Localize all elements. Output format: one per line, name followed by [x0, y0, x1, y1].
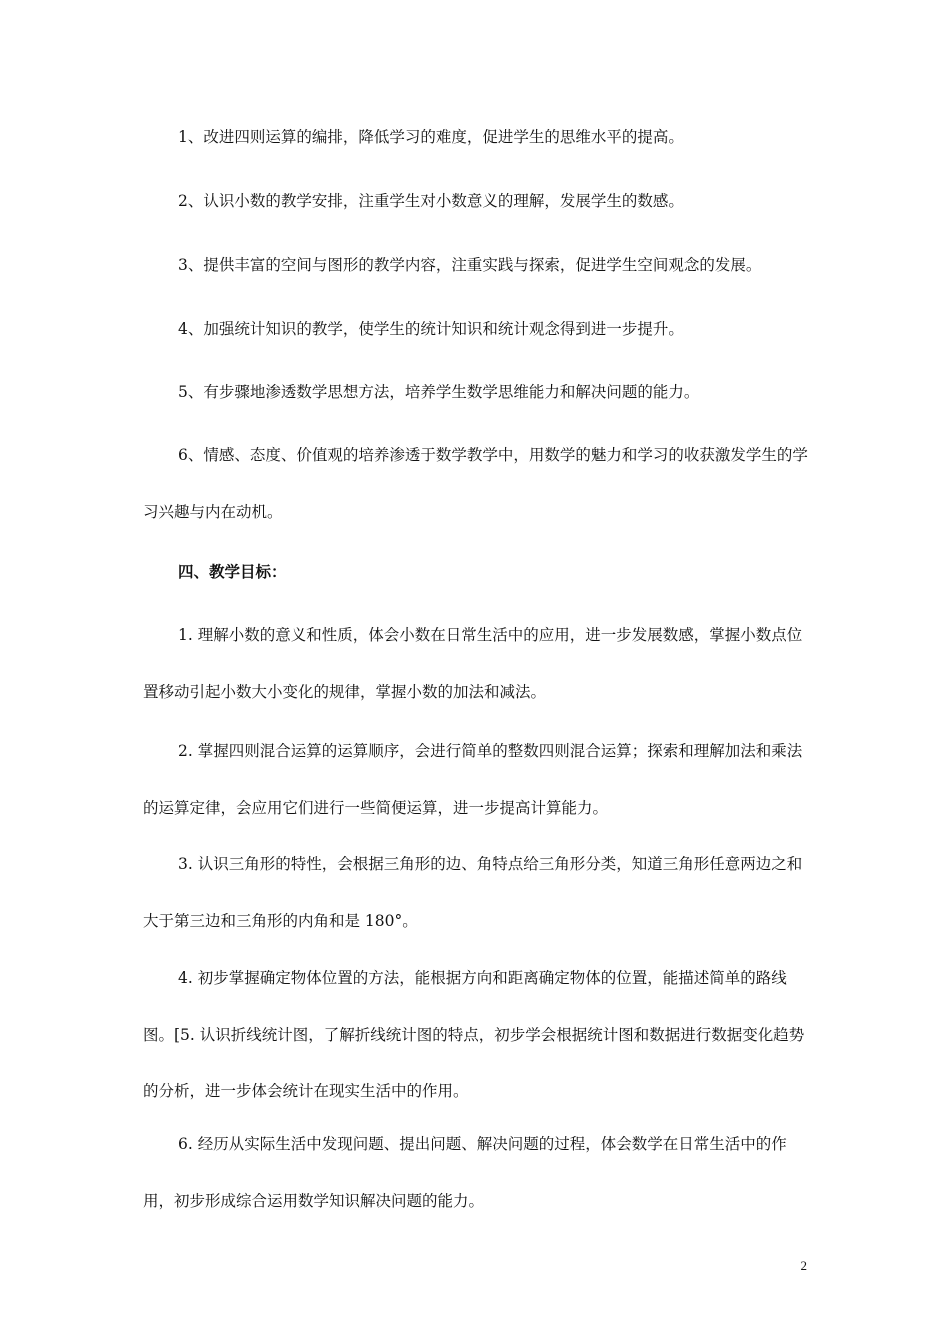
page-number: 2: [800, 1258, 807, 1273]
paragraph-5: 5、有步骤地渗透数学思想方法，培养学生数学思维能力和解决问题的能力。: [178, 383, 700, 401]
paragraph-3: 3、提供丰富的空间与图形的教学内容，注重实践与探索，促进学生空间观念的发展。: [178, 256, 762, 274]
goal-3: 3. 认识三角形的特性，会根据三角形的边、角特点给三角形分类，知道三角形任意两边之和大于第三边和三角形的内角和是 180°。: [143, 855, 803, 930]
goal-1: 1. 理解小数的意义和性质，体会小数在日常生活中的应用，进一步发展数感，掌握小数点位置移动引起小数大小变化的规律，掌握小数的加法和减法。: [143, 626, 803, 701]
paragraph-1: 1、改进四则运算的编排，降低学习的难度，促进学生的思维水平的提高。: [178, 128, 684, 146]
section-heading: 四、教学目标：: [178, 562, 287, 581]
goal-4: 4. 初步掌握确定物体位置的方法，能根据方向和距离确定物体的位置，能描述简单的路线图。[5. 认识折线统计图，了解折线统计图的特点，初步学会根据统计图和数据进行数据变化趋势的分析，进一步体会统计在现实生活中的作用。: [143, 969, 805, 1100]
paragraph-6: 6、情感、态度、价值观的培养渗透于数学教学中，用数学的魅力和学习的收获激发学生的学习兴趣与内在动机。: [143, 446, 808, 521]
goal-6: 6. 经历从实际生活中发现问题、提出问题、解决问题的过程，体会数学在日常生活中的作用，初步形成综合运用数学知识解决问题的能力。: [143, 1135, 787, 1210]
paragraph-4: 4、加强统计知识的教学，使学生的统计知识和统计观念得到进一步提升。: [178, 320, 684, 338]
goal-2: 2. 掌握四则混合运算的运算顺序，会进行简单的整数四则混合运算；探索和理解加法和乘法的运算定律，会应用它们进行一些简便运算，进一步提高计算能力。: [143, 742, 803, 817]
paragraph-2: 2、认识小数的教学安排，注重学生对小数意义的理解，发展学生的数感。: [178, 192, 684, 210]
